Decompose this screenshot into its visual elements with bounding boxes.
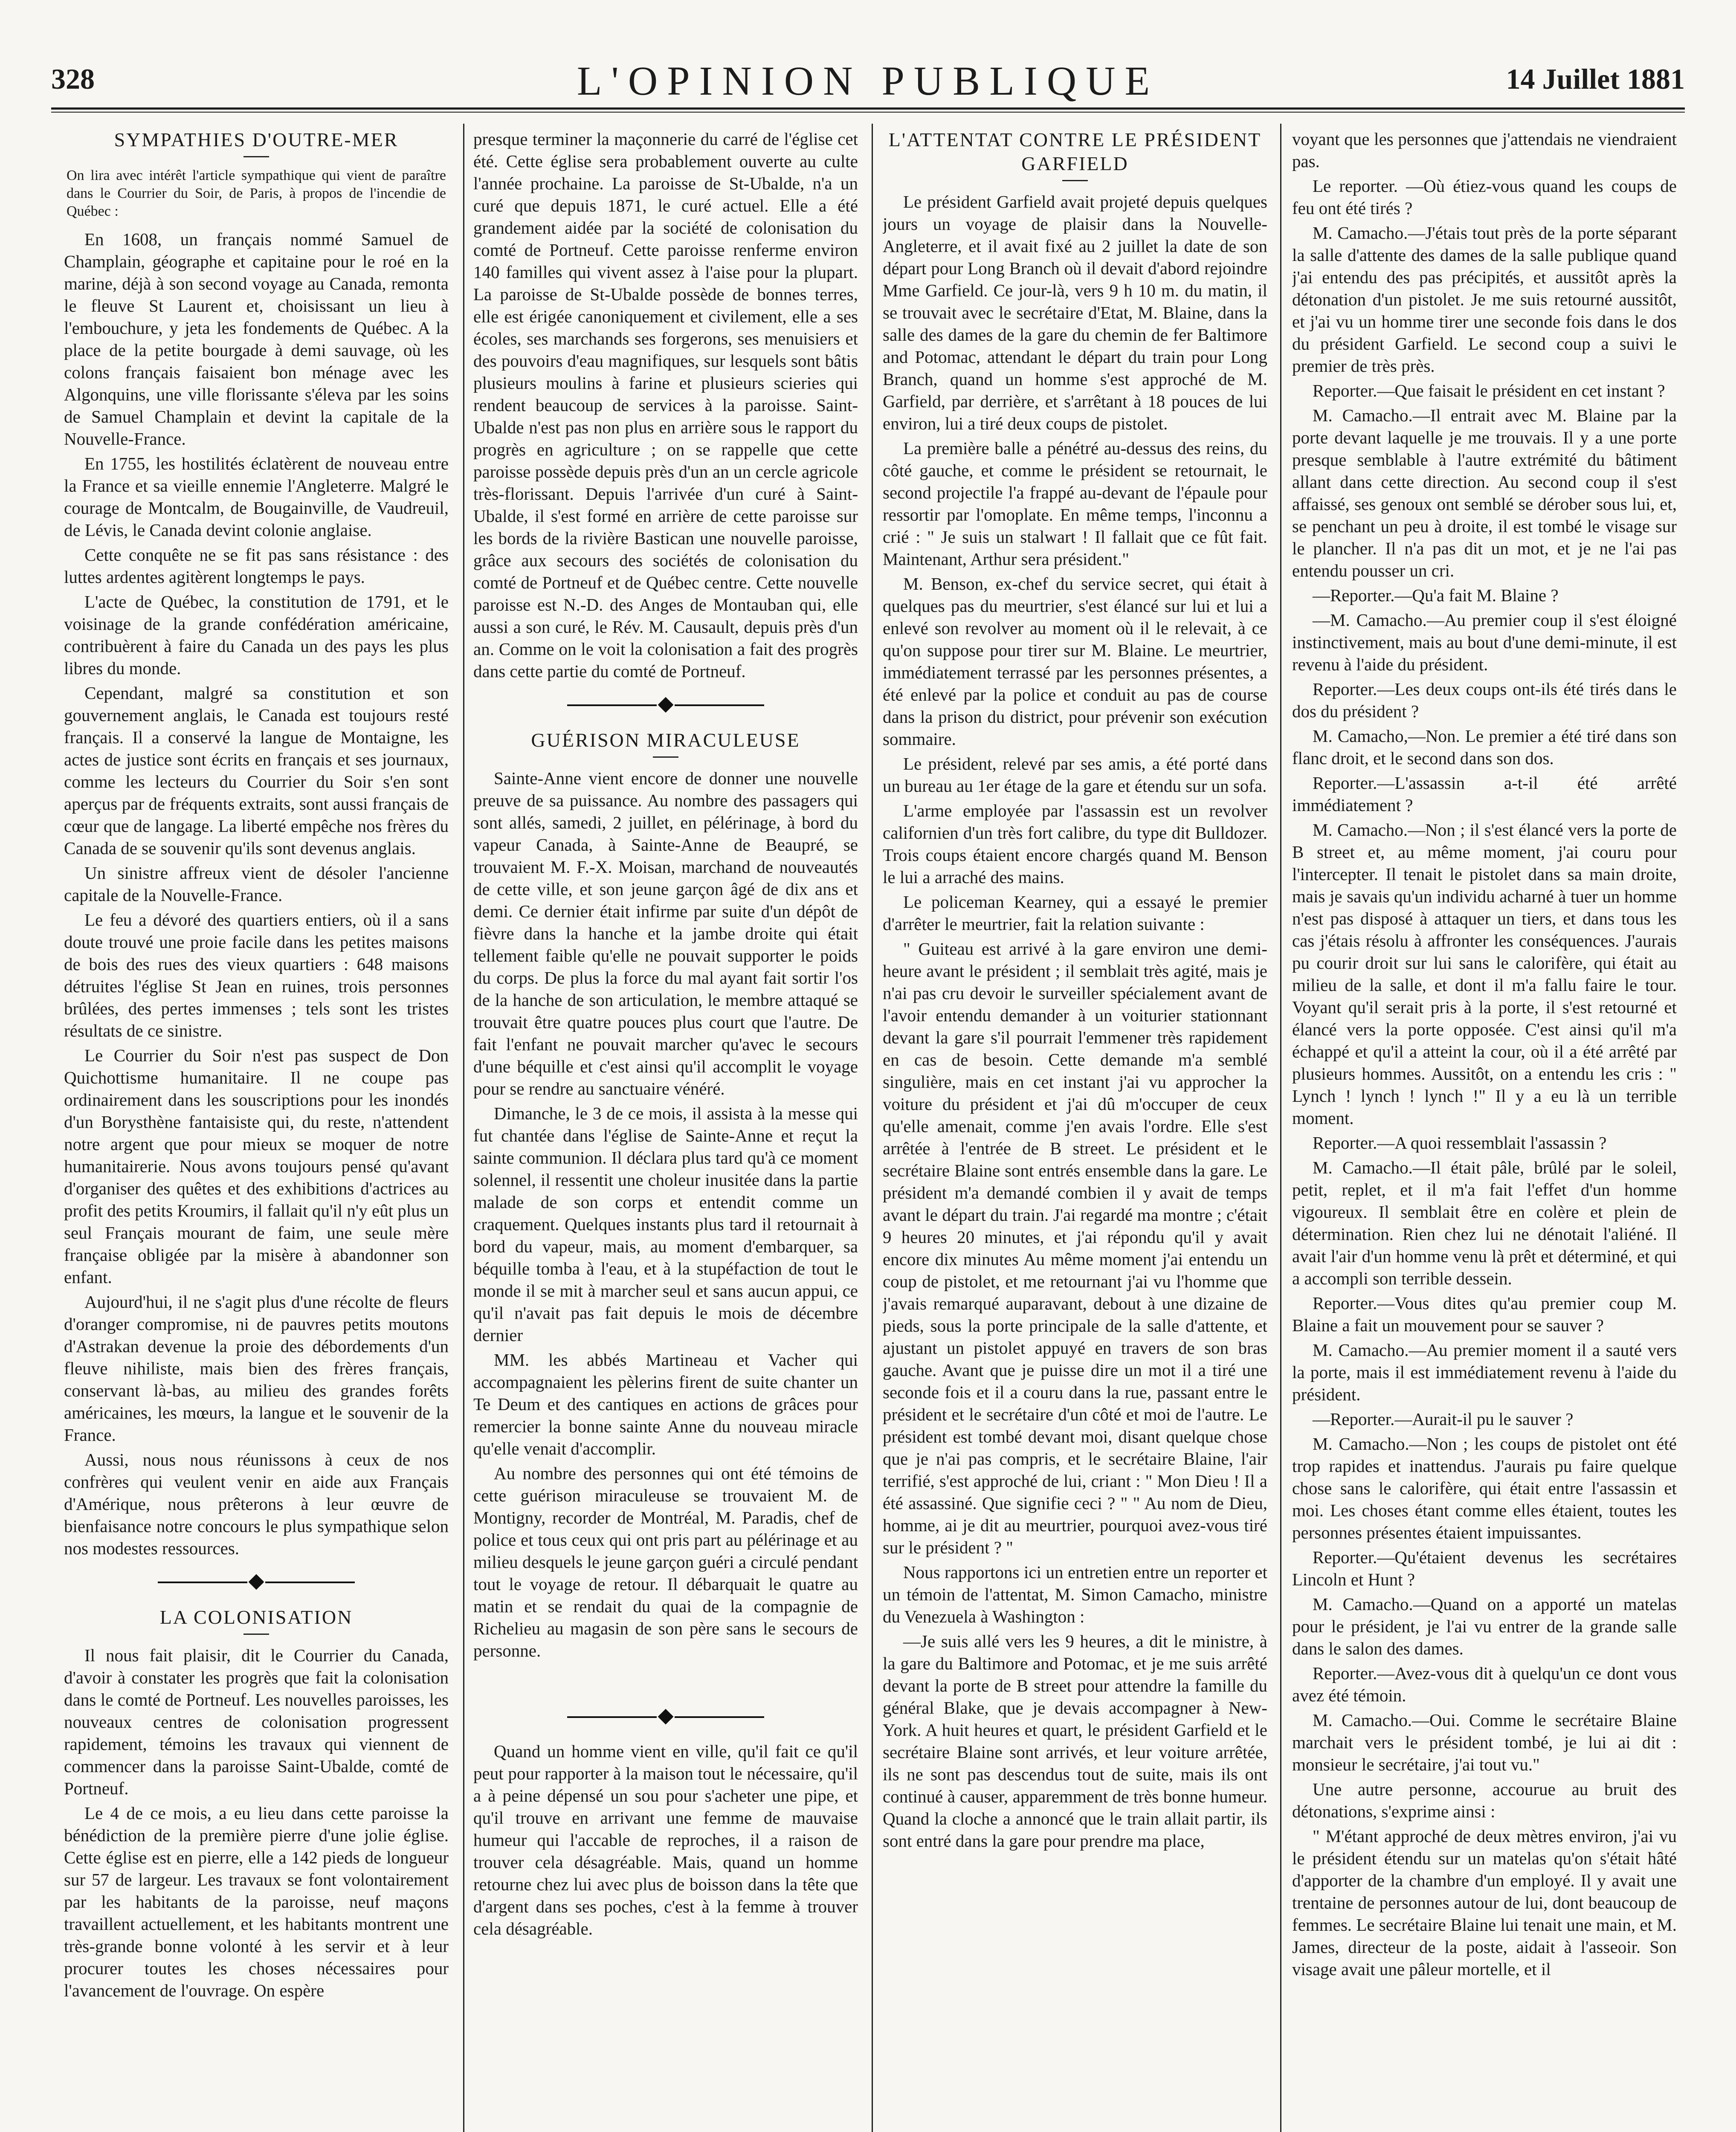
paragraph: Il nous fait plaisir, dit le Courrier du Canada, d'avoir à constater les progrès que fait la colonisation dans le comté de Portneuf. Les nouvelles paroisses, les nouveaux centres de colonisation progressent rapidement, témoins les travaux qui viennent de commencer dans la paroisse Saint-Ubalde, comté de Portneuf. bbox=[64, 1645, 449, 1798]
column-1 bbox=[64, 128, 449, 2132]
paragraph: Le 4 de ce mois, a eu lieu dans cette paroisse la bénédiction de la première pierre d'une jolie église. Cette église est en pierre, elle a 142 pieds de longueur sur 57 de largeur. Les travaux se font volontairement par les habitants de la paroisse, neuf maçons travaillent actuellement, et les habitants montrent une très-grande bonne volonté à les servir et à leur procurer toutes les choses nécessaires pour l'avancement de l'ouvrage. On espère bbox=[64, 1803, 449, 2000]
issue-date: 14 Juillet 1881 bbox=[1506, 63, 1685, 95]
paragraph: —Je suis allé vers les 9 heures, a dit le ministre, à la gare du Baltimore and Potomac, et je me suis arrêté devant la porte de B street pour attendre la famille du général Blake, que je devais accompagner à New-York. A huit heures et quart, le président Garfield et le secrétaire Blaine sont arrivés, et leur voiture arrêtée, ils ne sont pas descendus tout de suite, mais ils ont continué à causer, apparemment de très bonne humeur. Quand la cloche a annoncé que le train allait partir, ils sont entré dans la gare pour prendre ma place, bbox=[883, 1631, 1267, 1851]
paragraph: Le reporter. —Où étiez-vous quand les coups de feu ont été tirés ? bbox=[1292, 176, 1677, 218]
paragraph: Au nombre des personnes qui ont été témoins de cette guérison miraculeuse se trouvaient M. de Montigny, recorder de Montréal, M. Paradis, chef de police et tous ceux qui ont pris part au pélérinage et au milieu desquels le jeune garçon guéri a circulé pendant tout le voyage de retour. Il débarquait le quatre au matin et se rendait du quai de la compagnie de Richelieu au magasin de son père sans le secours de personne. bbox=[473, 1463, 858, 1660]
paragraph: L'arme employée par l'assassin est un revolver californien d'un très fort calibre, du type dit Bulldozer. Trois coups étaient encore chargés quand M. Benson le lui a arraché des mains. bbox=[883, 801, 1267, 887]
paragraph: —Reporter.—Aurait-il pu le sauver ? bbox=[1313, 1409, 1574, 1429]
paragraph: Reporter.—Les deux coups ont-ils été tirés dans le dos du président ? bbox=[1292, 679, 1677, 721]
paragraph: M. Camacho.—Quand on a apporté un matelas pour le président, je l'ai vu entrer de la grande salle dans le salon des dames. bbox=[1292, 1594, 1677, 1658]
paragraph: M. Camacho.—Au premier moment il a sauté vers la porte, mais il est immédiatement revenu à l'aide du président. bbox=[1292, 1340, 1677, 1404]
paragraph: M. Camacho.—Il était pâle, brûlé par le soleil, petit, replet, et il m'a fait l'effet d'un homme vigoureux. Il semblait être en colère et plein de détermination. Rien chez lui ne dénotait l'aliéné. Il avait l'air d'un homme venu là prêt et déterminé, et qui a accompli son terrible dessein. bbox=[1292, 1158, 1677, 1288]
paragraph: —Reporter.—Qu'a fait M. Blaine ? bbox=[1313, 585, 1559, 605]
paragraph: Cependant, malgré sa constitution et son gouvernement anglais, le Canada est toujours resté français. Il a conservé la langue de Montaigne, les actes de justice sont écrits en français et ses journaux, comme les lecteurs du Courrier du Soir s'en sont aperçus par de fréquents extraits, sont aussi français de cœur que de langage. La liberté empêche nos frères du Canada de se souvenir qu'ils sont devenus anglais. bbox=[64, 683, 449, 858]
article-heading: SYMPATHIES D'OUTRE-MER bbox=[114, 129, 399, 151]
paragraph: MM. les abbés Martineau et Vacher qui accompagnaient les pèlerins firent de suite chanter un Te Deum et des cantiques en actions de grâces pour remercier la bonne sainte Anne du nouveau miracle qu'elle venait d'accomplir. bbox=[473, 1350, 858, 1458]
heading-dash bbox=[653, 756, 678, 758]
paragraph: Sainte-Anne vient encore de donner une nouvelle preuve de sa puissance. Au nombre des passagers qui sont allés, samedi, 2 juillet, en pélérinage, à bord du vapeur Canada, à Sainte-Anne de Beaupré, se trouvaient M. F.-X. Moisan, marchand de nouveautés de cette ville, et son jeune garçon âgé de dix ans et demi. Ce dernier était infirme par suite d'un dépôt de fièvre dans la hanche et la jambe droite qui était tellement faible qu'elle ne pouvait supporter le poids du corps. De plus la force du mal ayant fait sortir l'os de la hanche de son articulation, le membre attaqué se trouvait être quatre pouces plus court que l'autre. De fait l'enfant ne pouvait marcher qu'avec le secours d'une béquille et c'est ainsi qu'il accomplit le voyage pour se rendre au sanctuaire vénéré. bbox=[473, 768, 858, 1098]
section-ornament bbox=[473, 692, 858, 718]
paragraph: " Guiteau est arrivé à la gare environ une demi-heure avant le président ; il semblait très agité, mais je n'ai pas cru devoir le surveiller spécialement avant de l'avoir entendu demander à un voiturier stationnant devant la gare s'il pourrait l'emmener très rapidement en cas de besoin. Cette demande m'a semblé singulière, mais en cet instant j'ai vu approcher la voiture du président et j'ai dû m'occuper de ceux qu'elle amenait, comme j'en avais l'ordre. Elle s'est arrêtée à l'entrée de B street. Le président et le secrétaire Blaine sont entrés ensemble dans la gare. Le président m'a demandé combien il y avait de temps avant le départ du train. J'ai regardé ma montre ; c'était 9 heures 20 minutes, et j'ai répondu qu'il y avait encore dix minutes Au même moment j'ai entendu un coup de pistolet, et me retournant j'ai vu l'homme que j'avais remarqué auparavant, debout à une dizaine de pieds, sous la porte principale de la salle d'attente, et ajustant un pistolet appuyé en travers de son bras gauche. Avant que je puisse dire un mot il a tiré une seconde fois et il a couru dans la rue, passant entre le président et le secrétaire d'un côté et moi de l'autre. Le président est tombé devant moi, disant quelque chose que je n'ai pas compris, et le secrétaire Blaine, l'air terrifié, s'est approché de lui, criant : " Mon Dieu ! Il a été assassiné. Que signifie ceci ? " " Au nom de Dieu, homme, ai je dit au meurtrier, pourquoi avez-vous tiré sur le président ? " bbox=[883, 939, 1267, 1557]
paragraph: M. Camacho.—Il entrait avec M. Blaine par la porte devant laquelle je me trouvais. Il y a une porte presque semblable à l'autre extrémité du bâtiment allant dans cette direction. Au second coup il s'est affaissé, ses genoux ont semblé se dérober sous lui, et, se penchant un peu à droite, il est tombé le visage sur le plancher. Il n'a pas dit un mot, et je ne l'ai pas entendu pousser un cri. bbox=[1292, 406, 1677, 580]
paragraph: Reporter.—Que faisait le président en cet instant ? bbox=[1313, 381, 1665, 400]
paragraph: M. Benson, ex-chef du service secret, qui était à quelques pas du meurtrier, s'est élancé sur lui et lui a enlevé son revolver au moment où il le relevait, à ce qu'on suppose pour tirer sur M. Blaine. Le meurtrier, immédiatement terrassé par les personnes présentes, a été enlevé par la police et conduit au pas de course dans la prison du district, pour prévenir son exécution sommaire. bbox=[883, 574, 1267, 749]
paragraph: Aujourd'hui, il ne s'agit plus d'une récolte de fleurs d'oranger compromise, ni de pauvres petits moutons d'Astrakan devenue la proie des débordements d'un fleuve nihiliste, mais bien des frères français, conservant là-bas, au milieu des grandes forêts américaines, les mœurs, la langue et le souvenir de la France. bbox=[64, 1292, 449, 1445]
column-divider bbox=[872, 124, 873, 2132]
heading-dash bbox=[243, 1634, 269, 1635]
paragraph: presque terminer la maçonnerie du carré de l'église cet été. Cette église sera probablement ouverte au culte l'année prochaine. La paroisse de St-Ubalde, n'a un curé que depuis 1871, le curé actuel. Elle a été grandement aidée par la société de colonisation du comté de Portneuf. Cette paroisse renferme environ 140 familles qui vivent assez à l'aise pour la plupart. La paroisse de St-Ubalde possède de bonnes terres, elle est érigée canoniquement et civilement, elle a ses écoles, ses marchands ses forgerons, ses menuisiers et des pouvoirs d'eau magnifiques, sur lesquels sont bâtis plusieurs moulins à farine et plusieurs scieries qui rendent beaucoup de services à la paroisse. Saint-Ubalde n'est pas non plus en arrière sous le rapport du progrès en agriculture ; on se rappelle que cette paroisse possède depuis près d'un an un cercle agricole très-florissant. Depuis l'arrivée d'un curé à Saint-Ubalde, il s'est formé en arrière de cette paroisse sur les bords de la rivière Bastican une nouvelle paroisse, grâce aux secours des sociétés de colonisation du comté de Portneuf et de Québec centre. Cette nouvelle paroisse est N.-D. des Anges de Montauban qui, elle aussi a son curé, le Rév. M. Causault, depuis près d'un an. Comme on le voit la colonisation a fait des progrès dans cette partie du comté de Portneuf. bbox=[473, 129, 858, 681]
column-3 bbox=[883, 128, 1267, 2132]
paragraph: Le feu a dévoré des quartiers entiers, où il a sans doute trouvé une proie facile dans les petites maisons de bois des rues des vieux quartiers : 648 maisons détruites l'église St Jean en ruines, trois personnes brûlées, des pertes immenses ; tels sont les tristes résultats de ce sinistre. bbox=[64, 910, 449, 1040]
paragraph: M. Camacho,—Non. Le premier a été tiré dans son flanc droit, et le second dans son dos. bbox=[1292, 726, 1677, 768]
masthead bbox=[51, 51, 1685, 102]
paragraph: En 1608, un français nommé Samuel de Champlain, géographe et capitaine pour le roé en la marine, déjà à son second voyage au Canada, remonta le fleuve St Laurent et, choisissant un lieu à l'embouchure, y jeta les fondements de Québec. A la place de la petite bourgade à demi sauvage, où les colons français faisaient bon ménage avec les Algonquins, une ville florissante s'éleva par les soins de Samuel Champlain et devint la capitale de la Nouvelle-France. bbox=[64, 229, 449, 449]
paragraph: Nous rapportons ici un entretien entre un reporter et un témoin de l'attentat, M. Simon Camacho, ministre du Venezuela à Washington : bbox=[883, 1562, 1267, 1626]
paragraph: Reporter.—Vous dites qu'au premier coup M. Blaine a fait un mouvement pour se sauver ? bbox=[1292, 1293, 1677, 1335]
paragraph: Dimanche, le 3 de ce mois, il assista à la messe qui fut chantée dans l'église de Sainte-Anne et reçut la sainte communion. Il déclara plus tard qu'à ce moment solennel, il ressentit une choleur inusitée dans la partie malade de son corps et entendit comme un craquement. Quelques instants plus tard il retournait à bord du vapeur, mais, au moment d'embarquer, sa béquille tomba à l'eau, et à la stupéfaction de tout le monde il se mit à marcher seul et sans aucun appui, ce qu'il n'avait pas fait depuis le mois de décembre dernier bbox=[473, 1104, 858, 1345]
article-heading: L'ATTENTAT CONTRE LE PRÉSIDENT GARFIELD bbox=[888, 129, 1262, 174]
paragraph: M. Camacho.—Non ; les coups de pistolet ont été trop rapides et inattendus. J'aurais pu faire quelque chose sans le calorifère, qui était entre l'assassin et moi. Les choses étant comme elles étaient, toutes les personnes présentes étaient impuissantes. bbox=[1292, 1434, 1677, 1542]
masthead-rule bbox=[51, 107, 1685, 110]
paragraph: En 1755, les hostilités éclatèrent de nouveau entre la France et sa vieille ennemie l'Angleterre. Malgré le courage de Montcalm, de Bougainville, de Vaudreuil, de Lévis, le Canada devint colonie anglaise. bbox=[64, 454, 449, 540]
section-ornament bbox=[473, 1704, 858, 1730]
paragraph: Aussi, nous nous réunissons à ceux de nos confrères qui veulent venir en aide aux Français d'Amérique, nous prêterons à leur œuvre de bienfaisance notre concours le plus sympathique selon nos modestes ressources. bbox=[64, 1450, 449, 1558]
paragraph: Reporter.—A quoi ressemblait l'assassin ? bbox=[1313, 1133, 1607, 1153]
paragraph: L'acte de Québec, la constitution de 1791, et le voisinage de la grande confédération américaine, contribuèrent à faire du Canada un des pays les plus libres du monde. bbox=[64, 592, 449, 678]
newspaper-title: L'OPINION PUBLIQUE bbox=[577, 58, 1159, 104]
section-ornament bbox=[64, 1570, 449, 1595]
paragraph: Le président Garfield avait projeté depuis quelques jours un voyage de plaisir dans la Nouvelle-Angleterre, et il avait fixé au 2 juillet la date de son départ pour Long Branch où il devait d'abord rejoindre Mme Garfield. Ce jour-là, vers 9 h 10 m. du matin, il se trouvait avec le secrétaire d'Etat, M. Blaine, dans la salle des dames de la gare du chemin de fer Baltimore and Potomac, attendant le départ du train pour Long Branch, quand un homme s'est approché de M. Garfield, par derrière, et s'arrêtant à 18 pouces de lui environ, lui a tiré deux coups de pistolet. bbox=[883, 192, 1267, 433]
paragraph: Reporter.—Avez-vous dit à quelqu'un ce dont vous avez été témoin. bbox=[1292, 1663, 1677, 1705]
paragraph: Un sinistre affreux vient de désoler l'ancienne capitale de la Nouvelle-France. bbox=[64, 863, 449, 905]
paragraph: —M. Camacho.—Au premier coup il s'est éloigné instinctivement, mais au bout d'une demi-minute, il est revenu à l'aide du président. bbox=[1292, 610, 1677, 674]
paragraph: Cette conquête ne se fit pas sans résistance : des luttes ardentes agitèrent longtemps le pays. bbox=[64, 545, 449, 587]
paragraph: Reporter.—L'assassin a-t-il été arrêté immédiatement ? bbox=[1292, 773, 1677, 815]
paragraph: Le Courrier du Soir n'est pas suspect de Don Quichottisme humanitaire. Il ne coupe pas ordinairement dans les souscriptions pour les inondés d'un Borysthène fantaisiste qui, du reste, n'attendent notre argent que pour mieux se moquer de notre humanitairerie. Nous avons toujours pensé qu'avant d'organiser des quêtes et des exhibitions d'actrices au profit des petits Kroumirs, il fallait qu'il n'y eût plus un seul Français mourant de faim, une seule mère française obligée par la misère à abandonner son enfant. bbox=[64, 1046, 449, 1287]
paragraph: M. Camacho.—Oui. Comme le secrétaire Blaine marchait vers le président tombé, je lui ai dit : monsieur le secrétaire, j'ai tout vu." bbox=[1292, 1710, 1677, 1774]
paragraph: Reporter.—Qu'étaient devenus les secrétaires Lincoln et Hunt ? bbox=[1292, 1547, 1677, 1589]
paragraph: " M'étant approché de deux mètres environ, j'ai vu le président étendu sur un matelas qu'on s'était hâté d'apporter de la chambre d'un employé. Il y avait une trentaine de personnes autour de lui, dont beaucoup de femmes. Le secrétaire Blaine lui tenait une main, et M. James, directeur de la poste, aidait à l'asseoir. Son visage avait une pâleur mortelle, et il bbox=[1292, 1826, 1677, 1979]
heading-dash bbox=[1062, 180, 1088, 181]
paragraph: voyant que les personnes que j'attendais ne viendraient pas. bbox=[1292, 129, 1677, 171]
paragraph: M. Camacho.—J'étais tout près de la porte séparant la salle d'attente des dames de la salle publique quand j'ai entendu des pas précipités, et aussitôt après la détonation d'un pistolet. Je me suis retourné aussitôt, et j'ai vu un homme tirer une seconde fois dans le dos du président Garfield. Le second coup a suivi le premier de très près. bbox=[1292, 223, 1677, 376]
column-2 bbox=[473, 128, 858, 2132]
column-4 bbox=[1292, 128, 1677, 2132]
article-heading: GUÉRISON MIRACULEUSE bbox=[531, 729, 800, 751]
article-heading: LA COLONISATION bbox=[159, 1606, 353, 1628]
page-number: 328 bbox=[51, 63, 95, 95]
paragraph: Le policeman Kearney, qui a essayé le premier d'arrêter le meurtrier, fait la relation suivante : bbox=[883, 892, 1267, 934]
paragraph: La première balle a pénétré au-dessus des reins, du côté gauche, et comme le président se retournait, le second projectile l'a frappé au-devant de l'épaule pour ressortir par l'omoplate. En même temps, l'inconnu a crié : " Je suis un stalwart ! Il fallait que ce fût fait. Maintenant, Arthur sera président." bbox=[883, 438, 1267, 569]
paragraph: Une autre personne, accourue au bruit des détonations, s'exprime ainsi : bbox=[1292, 1779, 1677, 1821]
column-divider bbox=[463, 124, 464, 2132]
column-divider bbox=[1280, 124, 1281, 2132]
paragraph: Le président, relevé par ses amis, a été porté dans un bureau au 1er étage de la gare et étendu sur un sofa. bbox=[883, 754, 1267, 796]
paragraph: M. Camacho.—Non ; il s'est élancé vers la porte de B street et, au même moment, j'ai couru pour l'intercepter. Il tenait le pistolet dans sa main droite, mais je savais qu'un individu acharné à tuer un homme n'est pas disposé à attaquer un tiers, et dans tous les cas j'étais résolu à affronter les conséquences. J'aurais pu courir droit sur lui sans le calorifère, qui était au milieu de la salle, et dont il m'a fallu faire le tour. Voyant qu'il serait pris à la porte, il s'est retourné et élancé vers la porte opposée. C'est ainsi qu'il m'a échappé et qu'il a atteint la cour, où il a été arrêté par plusieurs hommes. Aussitôt, on a entendu les cris : " Lynch ! lynch ! lynch !" Il y a eu là un terrible moment. bbox=[1292, 820, 1677, 1128]
masthead-rule-thin bbox=[51, 112, 1685, 113]
heading-dash bbox=[243, 156, 269, 157]
article-intro: On lira avec intérêt l'article sympathique qui vient de paraître dans le Courrier du Soir, de Paris, à propos de l'incendie de Québec : bbox=[67, 168, 446, 219]
paragraph: Quand un homme vient en ville, qu'il fait ce qu'il peut pour rapporter à la maison tout le nécessaire, qu'il a à peine dépensé un sou pour s'acheter une pipe, et qu'il trouve en arrivant une femme de mauvaise humeur qui l'accable de reproches, il a raison de trouver cela désagréable. Mais, quand un homme retourne chez lui avec plus de boisson dans la tête que d'argent dans ses poches, c'est à la femme à trouver cela désagréable. bbox=[473, 1741, 858, 1938]
